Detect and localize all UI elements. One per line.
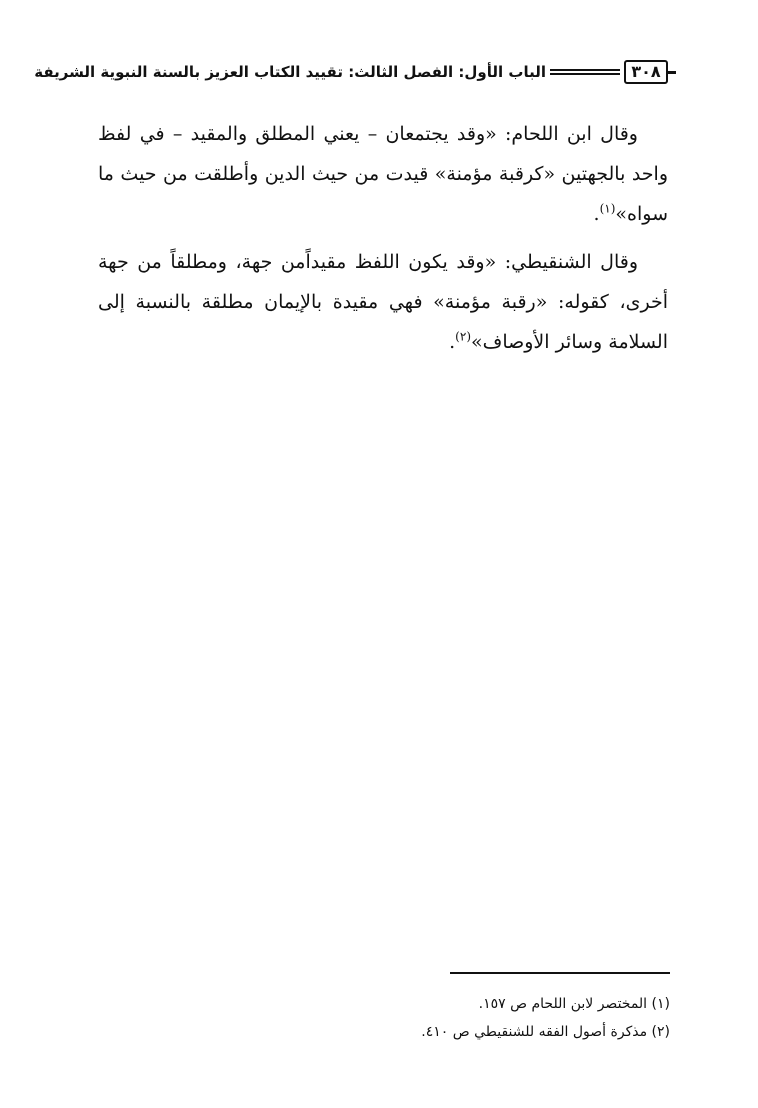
footnote-separator xyxy=(450,972,670,974)
paragraph-end: . xyxy=(449,331,456,353)
paragraph xyxy=(98,114,668,234)
paragraph xyxy=(98,242,668,362)
running-title: الباب الأول: الفصل الثالث: تقييد الكتاب العزيز بالسنة النبوية الشريفة xyxy=(34,63,546,81)
footnote-reference: (١) xyxy=(599,201,616,216)
paragraph-text: وقال ابن اللحام: «وقد يجتمعان – يعني المطلق والمقيد – في لفظ واحد بالجهتين «كرقبة مؤمنة» قيدت من حيث الدين وأطلقت من حيث ما سواه» xyxy=(98,123,668,225)
paragraph-text: وقال الشنقيطي: «وقد يكون اللفظ مقيداًمن جهة، ومطلقاً من جهة أخرى، كقوله: «رقبة مؤمنة» فهي مقيدة بالإيمان مطلقة بالنسبة إلى السلامة وسائر الأوصاف» xyxy=(98,251,668,353)
paragraph-end: . xyxy=(593,203,600,225)
header-double-rule xyxy=(550,69,620,75)
main-text xyxy=(98,114,668,370)
running-header xyxy=(34,58,668,88)
page-number: ٣٠٨ xyxy=(624,60,668,84)
footnote-item: (١) المختصر لابن اللحام ص ١٥٧. xyxy=(478,996,670,1012)
footnotes xyxy=(380,990,670,1046)
footnote-item: (٢) مذكرة أصول الفقه للشنقيطي ص ٤١٠. xyxy=(421,1024,670,1040)
footnote-reference: (٢) xyxy=(455,329,471,344)
